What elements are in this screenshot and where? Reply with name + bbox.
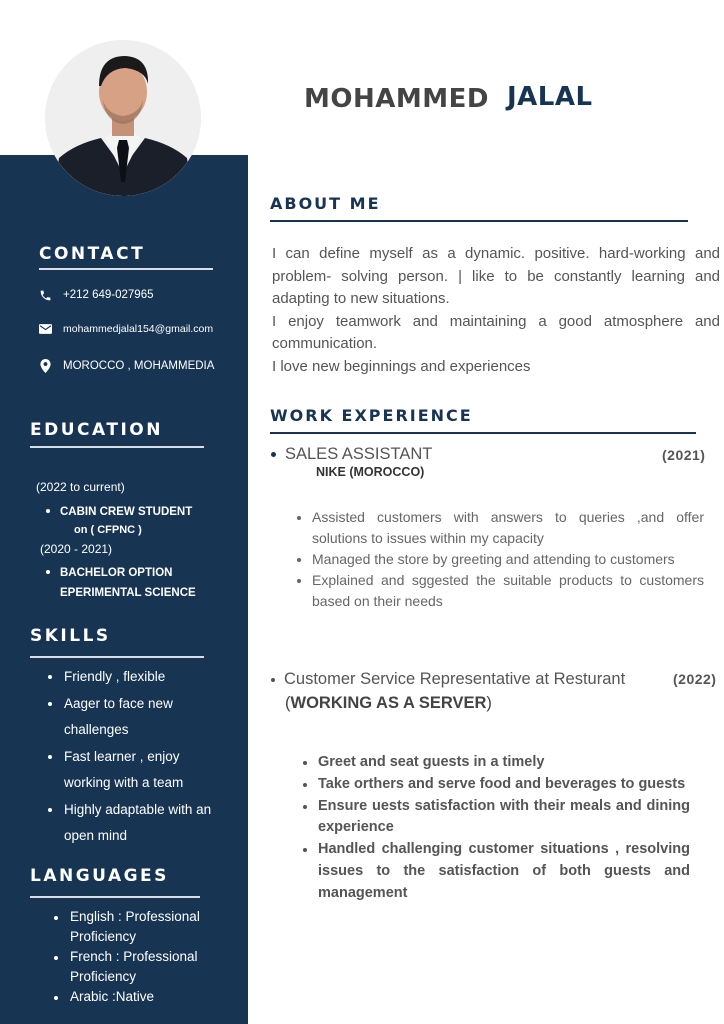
about-paragraph: I can define myself as a dynamic. positive. hard-working and problem- solving person. | like to be constantly learning and adapting to new situations. bbox=[272, 245, 720, 308]
job-duties-2 bbox=[302, 752, 690, 905]
education-entry-1-line-1: CABIN CREW STUDENT bbox=[60, 506, 193, 518]
skill-item: Aager to face new bbox=[48, 691, 243, 718]
job-year-1: (2021) bbox=[662, 447, 706, 463]
location-text: MOROCCO , MOHAMMEDIA bbox=[63, 360, 215, 372]
skill-item: Highly adaptable with an bbox=[48, 797, 243, 824]
language-item bbox=[54, 947, 244, 987]
skill-item: Fast learner , enjoy bbox=[48, 744, 243, 771]
languages-heading: LANGUAGES bbox=[30, 866, 169, 886]
skill-item: open mind bbox=[64, 828, 128, 843]
about-heading: ABOUT ME bbox=[270, 194, 381, 213]
work-heading: WORK EXPERIENCE bbox=[270, 406, 473, 425]
skills-divider bbox=[30, 656, 204, 658]
first-name: MOHAMMED bbox=[304, 84, 489, 114]
job-subtitle-2: (WORKING AS A SERVER) bbox=[285, 694, 492, 712]
language-level: Proficiency bbox=[70, 929, 137, 944]
language-name: English : Professional bbox=[70, 909, 200, 924]
education-period-1: (2022 to current) bbox=[36, 480, 125, 494]
about-divider bbox=[270, 220, 688, 222]
duty-item: Assisted customers with answers to queries ,and offer solutions to issues within my capacity bbox=[296, 507, 704, 549]
job-company-1: NIKE (MOROCCO) bbox=[316, 465, 425, 479]
phone-icon bbox=[38, 288, 52, 302]
job-title-1-text: SALES ASSISTANT bbox=[285, 445, 433, 463]
skills-list bbox=[48, 664, 243, 850]
about-text bbox=[272, 243, 720, 379]
last-name: JALAL bbox=[507, 82, 593, 112]
duty-item: Handled challenging customer situations , resolving issues to the satisfaction of both guests and management bbox=[302, 839, 690, 904]
email-text: mohammedjalal154@gmail.com bbox=[63, 323, 214, 335]
skills-heading: SKILLS bbox=[30, 626, 111, 646]
duty-item: Ensure uests satisfaction with their meals and dining experience bbox=[302, 796, 690, 840]
contact-heading: CONTACT bbox=[39, 244, 146, 264]
contact-email[interactable] bbox=[38, 322, 213, 336]
location-pin-icon bbox=[38, 359, 52, 373]
about-paragraph: I enjoy teamwork and maintaining a good atmosphere and communication. bbox=[272, 312, 720, 353]
job-bullet bbox=[271, 452, 276, 457]
contact-location bbox=[38, 359, 214, 373]
skill-item: working with a team bbox=[64, 775, 184, 790]
education-heading: EDUCATION bbox=[30, 420, 163, 440]
skill-item: challenges bbox=[64, 722, 129, 737]
job-duties-1 bbox=[296, 507, 704, 612]
education-entry-1-line-2: on ( CFPNC ) bbox=[74, 524, 142, 536]
job-year-2: (2022) bbox=[673, 671, 717, 687]
education-divider bbox=[30, 446, 204, 448]
job-title-1 bbox=[271, 445, 432, 464]
contact-phone[interactable] bbox=[38, 288, 154, 302]
duty-item: Explained and sggested the suitable products to customers based on their needs bbox=[296, 570, 704, 612]
education-entry-1 bbox=[46, 502, 192, 538]
work-divider bbox=[270, 432, 696, 434]
profile-photo bbox=[45, 40, 201, 196]
languages-divider bbox=[30, 896, 200, 898]
education-entry-2-line-1: BACHELOR OPTION bbox=[60, 567, 173, 579]
duty-item: Managed the store by greeting and attending to customers bbox=[296, 549, 704, 570]
job-title-2-text: Customer Service Representative at Resturant bbox=[284, 670, 626, 688]
language-level: Proficiency bbox=[70, 969, 137, 984]
job-subtitle-2-text: WORKING AS A SERVER bbox=[290, 694, 487, 712]
skill-item: Friendly , flexible bbox=[48, 664, 243, 691]
duty-item: Take orthers and serve food and beverages to guests bbox=[302, 774, 690, 796]
phone-text: +212 649-027965 bbox=[63, 289, 154, 301]
languages-list bbox=[54, 907, 244, 1007]
language-name: French : Professional bbox=[70, 949, 198, 964]
about-paragraph: I love new beginnings and experiences bbox=[272, 357, 531, 375]
person-illustration bbox=[45, 40, 201, 196]
mail-icon bbox=[38, 322, 52, 336]
job-bullet bbox=[271, 678, 275, 682]
language-name: Arabic :Native bbox=[70, 989, 155, 1004]
contact-divider bbox=[39, 268, 213, 270]
education-entry-2 bbox=[46, 563, 196, 603]
language-item bbox=[54, 907, 244, 947]
duty-item: Greet and seat guests in a timely bbox=[302, 752, 690, 774]
language-item bbox=[54, 987, 244, 1007]
education-entry-2-line-2: EPERIMENTAL SCIENCE bbox=[60, 587, 196, 599]
job-title-2 bbox=[271, 670, 625, 689]
education-period-2: (2020 - 2021) bbox=[40, 542, 113, 556]
